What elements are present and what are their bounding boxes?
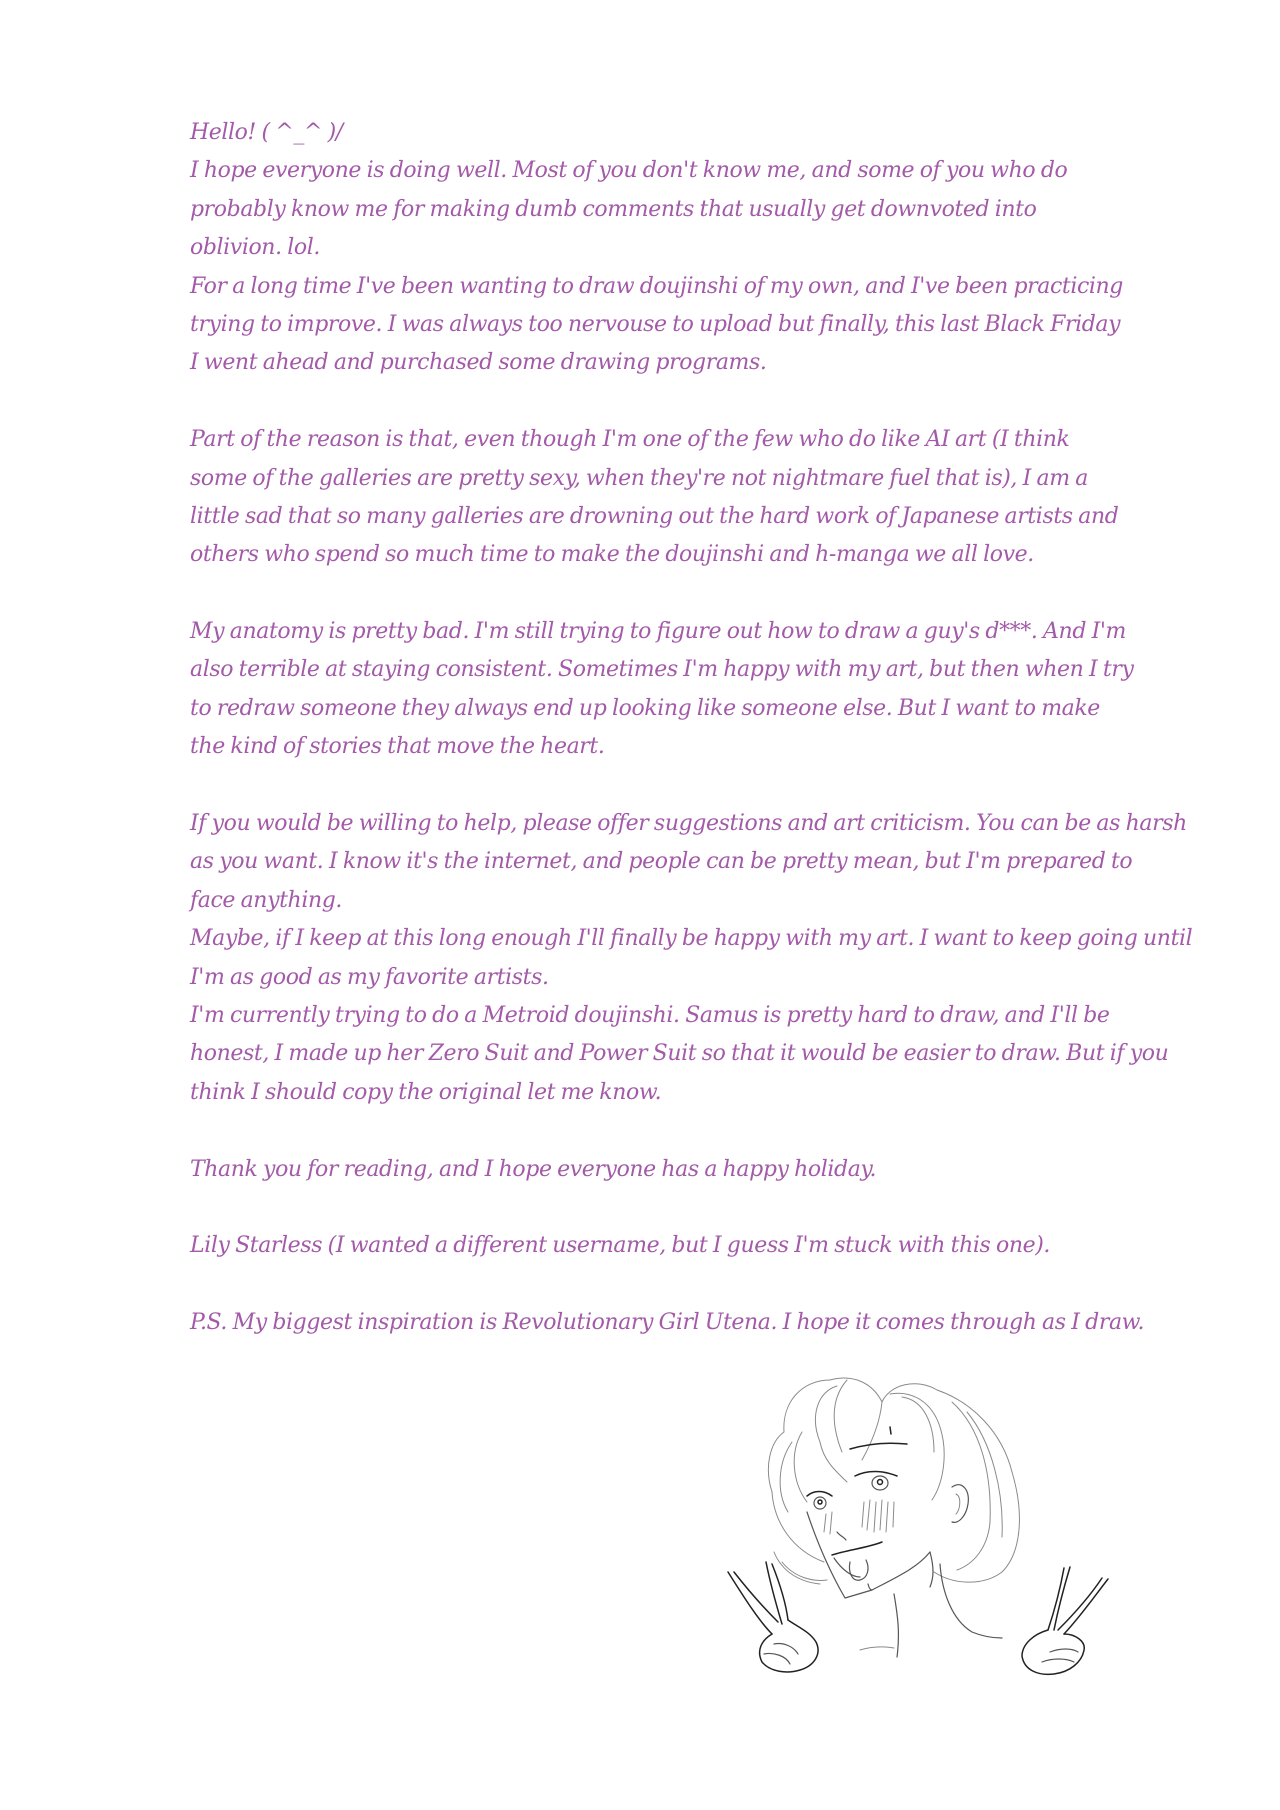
neck-icon bbox=[860, 1564, 1002, 1657]
letter-line: the kind of stories that move the heart. bbox=[190, 734, 605, 760]
paragraph-spacer bbox=[190, 767, 1130, 805]
letter-line: others who spend so much time to make the doujinshi and h-manga we all love. bbox=[190, 542, 1034, 568]
paragraph-signature bbox=[190, 1227, 1130, 1265]
signature-line: Lily Starless (I wanted a different username, but I guess I'm stuck with this one). bbox=[190, 1233, 1050, 1259]
letter-line: I'm as good as my favorite artists. bbox=[190, 964, 549, 990]
letter-line: I hope everyone is doing well. Most of you don't know me, and some of you who do bbox=[190, 158, 1068, 184]
letter-line: honest, I made up her Zero Suit and Power Suit so that it would be easier to draw. But if you bbox=[190, 1041, 1169, 1067]
paragraph-anatomy bbox=[190, 613, 1134, 767]
paragraph-ai-art bbox=[190, 421, 1130, 575]
paragraph-thanks bbox=[190, 1151, 1130, 1189]
letter-line: I went ahead and purchased some drawing programs. bbox=[190, 350, 767, 376]
paragraph-postscript bbox=[190, 1304, 1145, 1342]
letter-line: Thank you for reading, and I hope everyone has a happy holiday. bbox=[190, 1156, 877, 1182]
letter-line: also terrible at staying consistent. Sometimes I'm happy with my art, but then when I try bbox=[190, 657, 1134, 683]
letter-line: Maybe, if I keep at this long enough I'll finally be happy with my art. I want to keep going until bbox=[190, 926, 1193, 952]
right-peace-hand-icon bbox=[1022, 1567, 1108, 1674]
letter-line: Part of the reason is that, even though I'm one of the few who do like AI art (I think bbox=[190, 427, 1070, 453]
letter-line: Hello! ( ^_^ )/ bbox=[190, 120, 343, 145]
letter-line: think I should copy the original let me know. bbox=[190, 1079, 662, 1105]
paragraph-greeting bbox=[190, 114, 1130, 383]
letter-line: as you want. I know it's the internet, and people can be pretty mean, but I'm prepared to bbox=[190, 849, 1133, 875]
letter-line: My anatomy is pretty bad. I'm still trying to figure out how to draw a guy's d***. And I'm bbox=[190, 619, 1126, 645]
letter-line: oblivion. lol. bbox=[190, 235, 320, 261]
letter-line: I'm currently trying to do a Metroid doujinshi. Samus is pretty hard to draw, and I'll be bbox=[190, 1002, 1110, 1028]
left-peace-hand-icon bbox=[728, 1562, 818, 1672]
paragraph-spacer bbox=[190, 1112, 1130, 1150]
letter-body bbox=[190, 114, 1193, 1343]
paragraph-spacer bbox=[190, 1266, 1130, 1304]
letter-line: probably know me for making dumb comments that usually get downvoted into bbox=[190, 196, 1037, 222]
letter-line: little sad that so many galleries are drowning out the hard work of Japanese artists and bbox=[190, 503, 1119, 529]
letter-line: face anything. bbox=[190, 887, 342, 913]
letter-line: For a long time I've been wanting to draw doujinshi of my own, and I've been practicing bbox=[190, 273, 1123, 299]
letter-line: to redraw someone they always end up looking like someone else. But I want to make bbox=[190, 695, 1100, 721]
paragraph-help bbox=[190, 805, 1193, 1112]
letter-line: trying to improve. I was always too nervouse to upload but finally, this last Black Friday bbox=[190, 311, 1121, 337]
letter-line: If you would be willing to help, please offer suggestions and art criticism. You can be as harsh bbox=[190, 811, 1187, 837]
paragraph-spacer bbox=[190, 1189, 1130, 1227]
hair-icon bbox=[768, 1378, 1019, 1584]
peace-sign-girl-sketch-icon bbox=[712, 1372, 1116, 1702]
postscript-line: P.S. My biggest inspiration is Revolutionary Girl Utena. I hope it comes through as I draw. bbox=[190, 1310, 1145, 1336]
letter-line: some of the galleries are pretty sexy, when they're not nightmare fuel that is), I am a bbox=[190, 465, 1088, 491]
paragraph-spacer bbox=[190, 575, 1130, 613]
paragraph-spacer bbox=[190, 383, 1130, 421]
